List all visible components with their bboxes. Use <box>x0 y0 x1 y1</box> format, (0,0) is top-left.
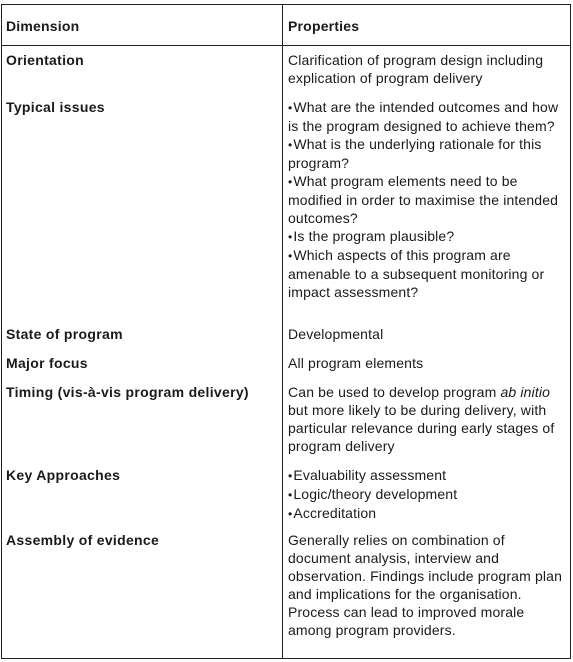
list-item: •What is the underlying rationale for this program? <box>288 136 542 171</box>
column-divider <box>282 5 283 658</box>
dimension-major-focus: Major focus <box>6 355 88 371</box>
bullet-icon: • <box>288 469 293 483</box>
dimension-timing: Timing (vis-à-vis program delivery) <box>6 384 249 400</box>
list-item: •What are the intended outcomes and how is the program designed to achieve them? <box>288 99 559 134</box>
dimension-state-of-program: State of program <box>6 326 123 342</box>
dimension-orientation: Orientation <box>6 52 84 68</box>
property-timing: Can be used to develop program ab initio but more likely to be during delivery, with particular relevance during early stages of program delivery <box>288 384 555 454</box>
list-item: •Which aspects of this program are amenable to a subsequent monitoring or impact assessment? <box>288 247 545 300</box>
header-properties: Properties <box>288 18 360 34</box>
dimension-key-approaches: Key Approaches <box>6 467 121 483</box>
dimension-typical-issues: Typical issues <box>6 99 105 115</box>
property-assembly-of-evidence: Generally relies on combination of document analysis, interview and observation. Findings include program plan and implications for the organisation. Process can lead to improved morale among program providers. <box>288 532 563 638</box>
bullet-icon: • <box>288 101 293 115</box>
list-item: •Is the program plausible? <box>288 228 455 244</box>
properties-table <box>1 4 571 659</box>
property-state-of-program: Developmental <box>288 326 384 342</box>
table-header <box>2 5 570 46</box>
list-item: •Logic/theory development <box>288 486 458 502</box>
property-major-focus: All program elements <box>288 355 424 371</box>
bullet-icon: • <box>288 138 293 152</box>
list-item: •Evaluability assessment <box>288 467 447 483</box>
list-item: •Accreditation <box>288 505 377 521</box>
header-dimension: Dimension <box>6 18 80 34</box>
bullet-icon: • <box>288 488 293 502</box>
typical-issues-list <box>288 98 570 301</box>
bullet-icon: • <box>288 175 293 189</box>
dimension-assembly-of-evidence: Assembly of evidence <box>6 532 160 548</box>
bullet-icon: • <box>288 249 293 263</box>
bullet-icon: • <box>288 507 293 521</box>
key-approaches-list <box>288 466 570 523</box>
list-item: •What program elements need to be modified in order to maximise the intended outcomes? <box>288 173 559 226</box>
bullet-icon: • <box>288 230 293 244</box>
property-orientation: Clarification of program design including explication of program delivery <box>288 52 544 86</box>
